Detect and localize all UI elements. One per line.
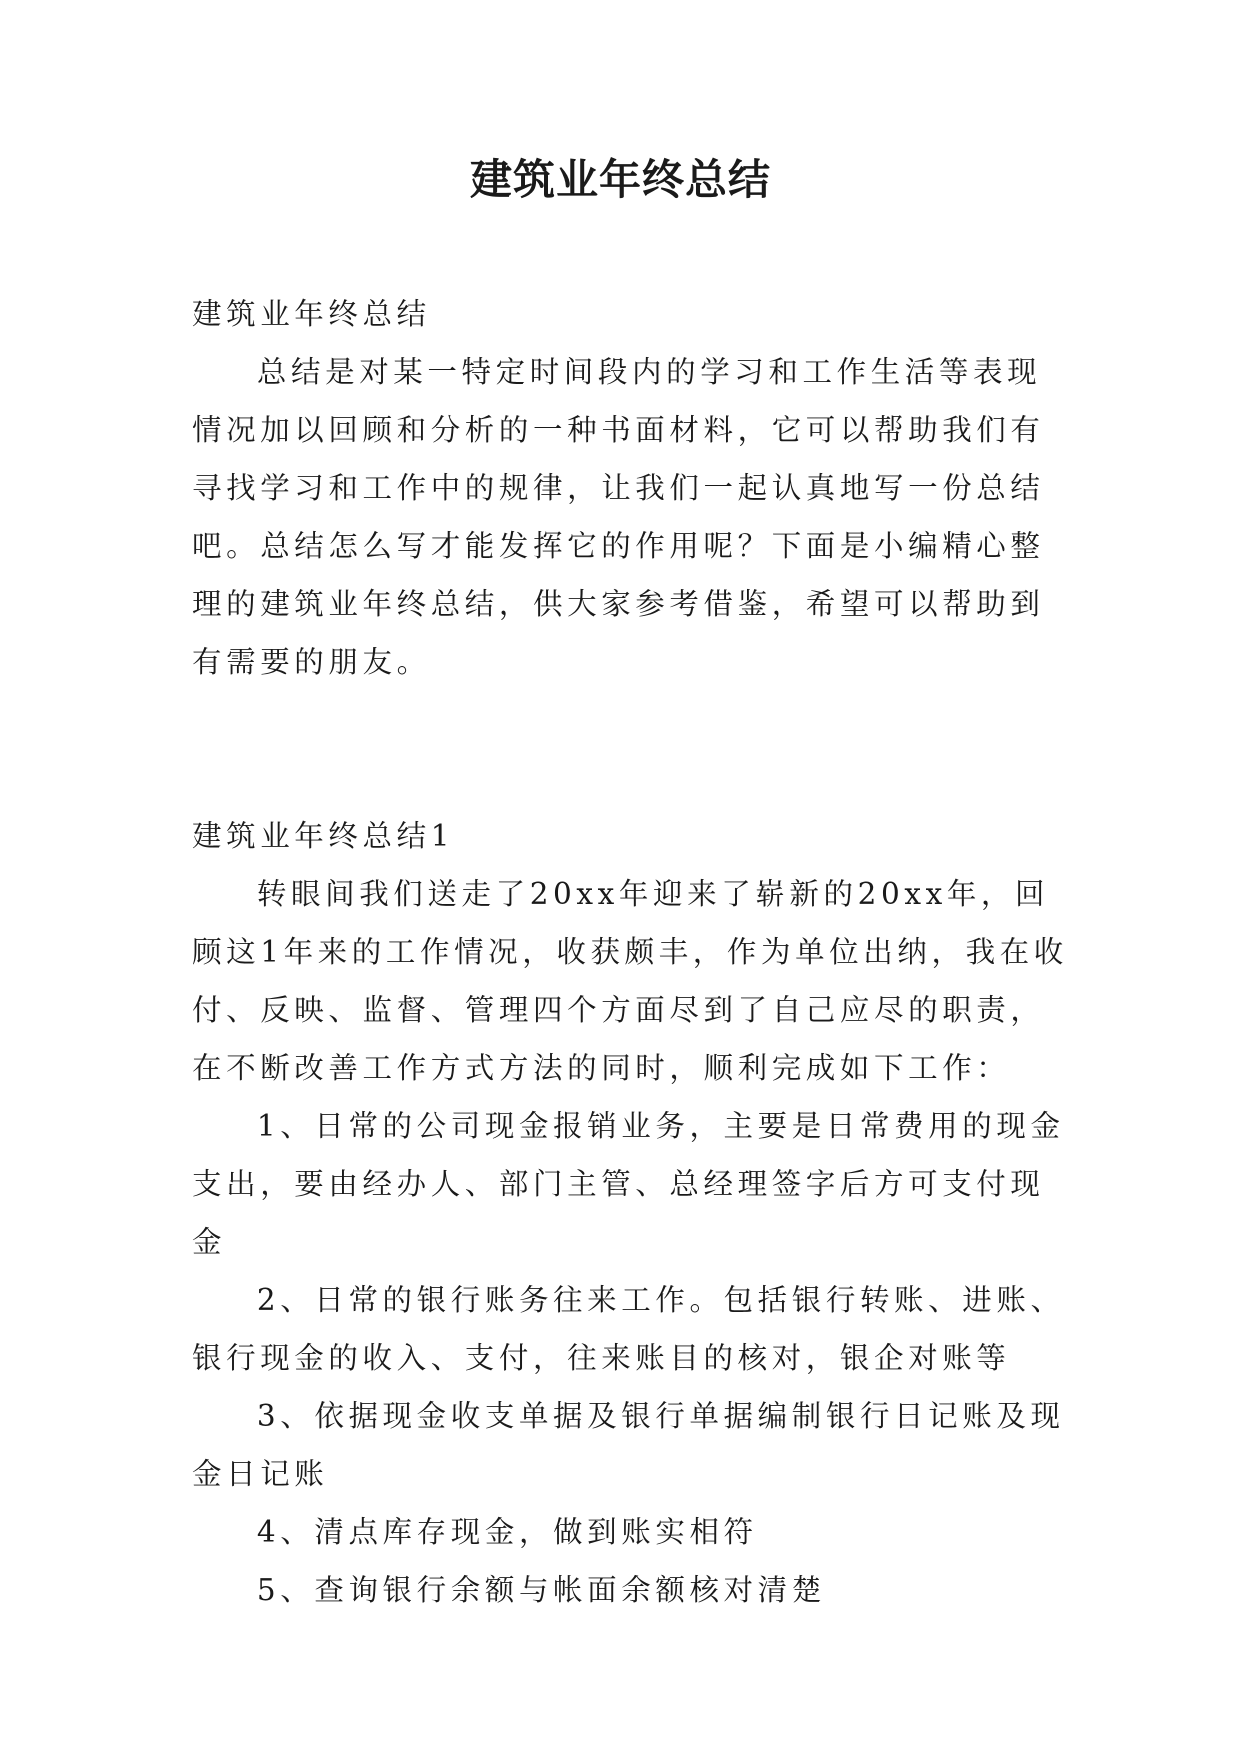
document-body (192, 285, 1072, 1619)
list-item: 1、日常的公司现金报销业务，主要是日常费用的现金支出，要由经办人、部门主管、总经理签字后方可支付现金 (192, 1109, 1065, 1259)
list-item: 2、日常的银行账务往来工作。包括银行转账、进账、银行现金的收入、支付，往来账目的核对，银企对账等 (192, 1283, 1065, 1375)
section-spacer (192, 691, 1072, 807)
intro-paragraph: 总结是对某一特定时间段内的学习和工作生活等表现情况加以回顾和分析的一种书面材料，它可以帮助我们有寻找学习和工作中的规律，让我们一起认真地写一份总结吧。总结怎么写才能发挥它的作用呢？下面是小编精心整理的建筑业年终总结，供大家参考借鉴，希望可以帮助到有需要的朋友。 (192, 355, 1045, 679)
section-1-paragraph: 转眼间我们送走了20xx年迎来了崭新的20xx年，回顾这1年来的工作情况，收获颇丰，作为单位出纳，我在收付、反映、监督、管理四个方面尽到了自己应尽的职责，在不断改善工作方式方法的同时，顺利完成如下工作： (192, 877, 1068, 1085)
intro-heading: 建筑业年终总结 (192, 297, 431, 331)
section-1-heading: 建筑业年终总结1 (192, 819, 455, 853)
list-item: 5、查询银行余额与帐面余额核对清楚 (256, 1573, 826, 1607)
list-item: 4、清点库存现金，做到账实相符 (256, 1515, 758, 1549)
document-title: 建筑业年终总结 (469, 155, 771, 204)
list-item: 3、依据现金收支单据及银行单据编制银行日记账及现金日记账 (192, 1399, 1065, 1491)
